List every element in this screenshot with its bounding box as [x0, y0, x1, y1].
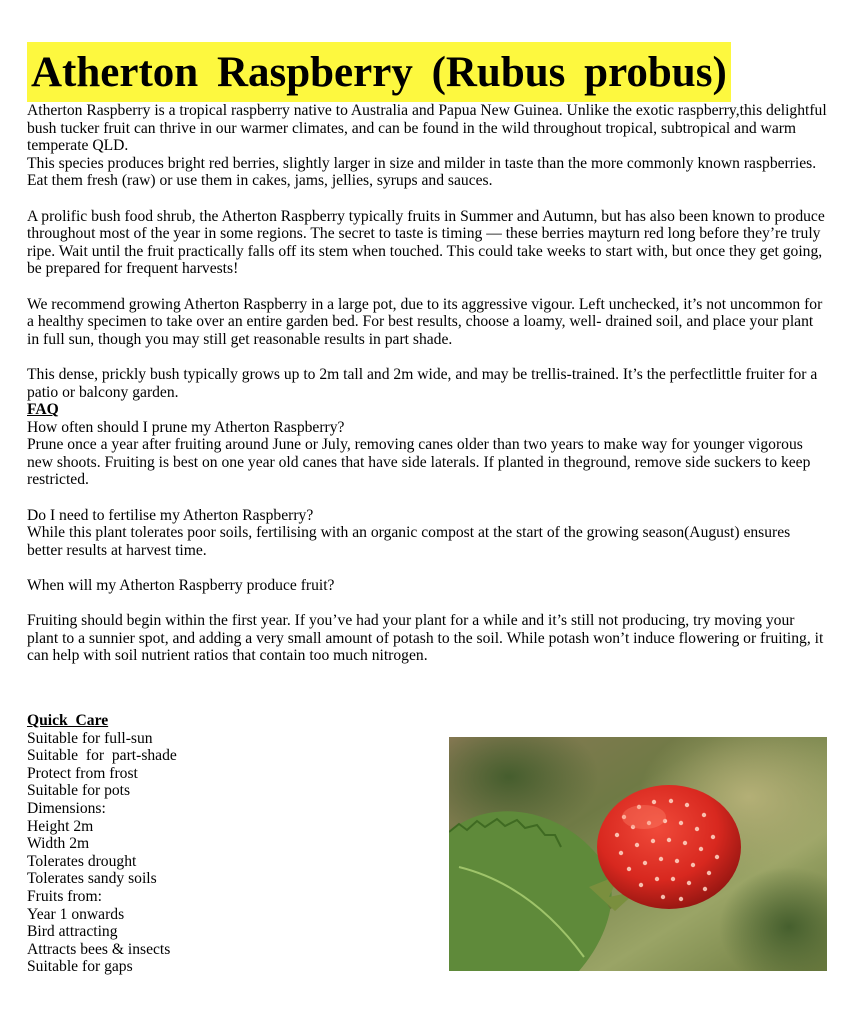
quick-care-list — [27, 730, 427, 976]
quick-care-item: Tolerates sandy soils — [27, 870, 157, 888]
quick-care-item: Protect from frost — [27, 764, 138, 782]
document-page — [27, 42, 827, 665]
quick-care-item: Fruits from: — [27, 887, 102, 905]
quick-care-item: Suitable for pots — [27, 782, 131, 800]
quick-care-item: Suitable for gaps — [27, 958, 133, 976]
quick-care-heading: Quick Care — [27, 712, 109, 729]
intro-paragraph-3: A prolific bush food shrub, the Atherton Raspberry typically fruits in Summer and Autumn, but has also been known to produce throughout most of the year in some regions. The secret to taste is timing — these berries mayturn red long before they’re truly ripe. Wait until the fruit practically falls off its stem when touched. This could take weeks to start with, but once they get going, be prepared for frequent harvests! — [27, 207, 825, 278]
faq-question-3: When will my Atherton Raspberry produce fruit? — [27, 577, 335, 595]
intro-paragraph-2: This species produces bright red berries, slightly larger in size and milder in taste than the more commonly known raspberries. Eat them fresh (raw) or use them in cakes, jams, jellies, syrups and sauces. — [27, 154, 817, 190]
berry-highlight — [622, 805, 666, 829]
faq-heading: FAQ — [27, 401, 59, 419]
intro-section — [27, 102, 827, 401]
page-title: Atherton Raspberry (Rubus probus) — [27, 42, 731, 102]
quick-care-item: Suitable for part-shade — [27, 747, 177, 765]
raspberry-photo — [449, 737, 827, 971]
intro-paragraph-5: This dense, prickly bush typically grows up to 2m tall and 2m wide, and may be trellis-trained. It’s the perfectlittle fruiter for a patio or balcony garden. — [27, 365, 818, 401]
faq-question-1: How often should I prune my Atherton Raspberry? — [27, 418, 345, 436]
quick-care-item: Year 1 onwards — [27, 905, 125, 923]
intro-paragraph-1: Atherton Raspberry is a tropical raspberry native to Australia and Papua New Guinea. Unlike the exotic raspberry,this delightful bush tucker fruit can thrive in our warmer climates, and can be found in the wild throughout tropical, subtropical and warm temperate QLD. — [27, 102, 827, 155]
quick-care-item: Suitable for full-sun — [27, 729, 153, 747]
faq-question-2: Do I need to fertilise my Atherton Raspberry? — [27, 506, 314, 524]
quick-care-item: Dimensions: — [27, 799, 106, 817]
intro-paragraph-4: We recommend growing Atherton Raspberry in a large pot, due to its aggressive vigour. Left unchecked, it’s not uncommon for a healthy specimen to take over an entire garden bed. For best results, choose a loamy, well- drained soil, and place your plant in full sun, though you may still get reasonable results in part shade. — [27, 295, 823, 348]
quick-care-section — [27, 712, 427, 976]
quick-care-item: Tolerates drought — [27, 852, 137, 870]
quick-care-item: Bird attracting — [27, 923, 118, 941]
quick-care-item: Width 2m — [27, 835, 90, 853]
quick-care-item: Height 2m — [27, 817, 94, 835]
quick-care-item: Attracts bees & insects — [27, 940, 171, 958]
raspberry-fruit — [597, 785, 741, 909]
faq-answer-2: While this plant tolerates poor soils, fertilising with an organic compost at the start of the growing season(August) ensures better results at harvest time. — [27, 524, 791, 559]
faq-answer-3: Fruiting should begin within the first year. If you’ve had your plant for a while and it’s still not producing, try moving your plant to a sunnier spot, and adding a very small amount of potash to the soil. While potash won’t induce flowering or fruiting, it can help with soil nutrient ratios that contain too much nitrogen. — [27, 612, 824, 665]
faq-section — [27, 401, 827, 665]
faq-answer-1: Prune once a year after fruiting around June or July, removing canes older than two years to make way for younger vigorous new shoots. Fruiting is best on one year old canes that have side laterals. If planted in theground, remove side suckers to keep restricted. — [27, 436, 811, 489]
